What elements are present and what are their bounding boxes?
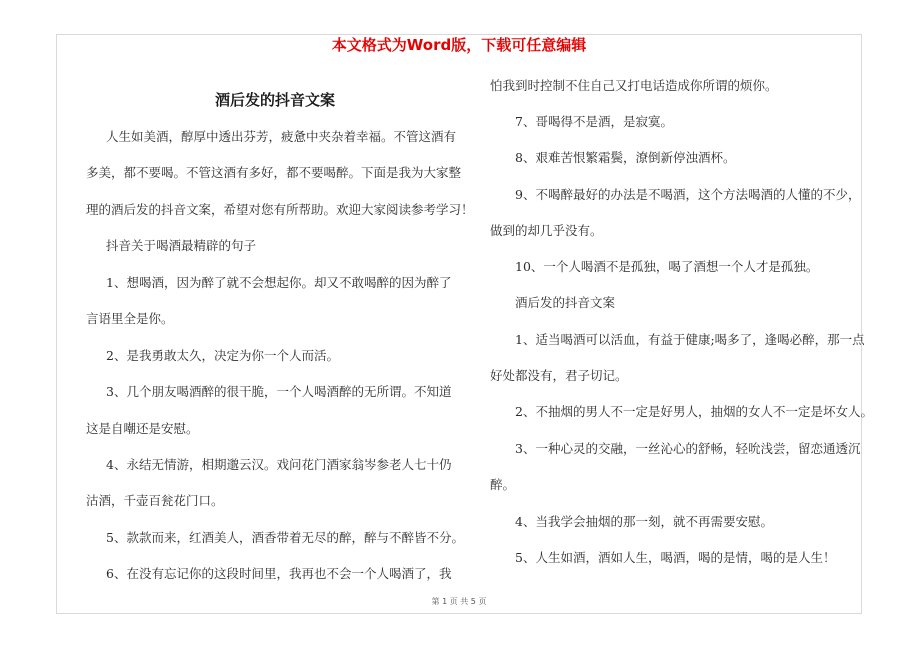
list-item-line: 沽酒，千壶百瓮花门口。	[86, 493, 224, 508]
format-banner: 本文格式为Word版，下载可任意编辑	[331, 36, 587, 54]
list-item-line: 2、不抽烟的男人不一定是好男人，抽烟的女人不一定是坏女人。	[515, 404, 873, 419]
list-item-line: 4、当我学会抽烟的那一刻，就不再需要安慰。	[515, 514, 773, 529]
list-item-line: 10、一个人喝酒不是孤独，喝了酒想一个人才是孤独。	[515, 259, 819, 274]
list-item-line: 醉。	[490, 477, 516, 492]
list-item-line: 3、一种心灵的交融，一丝沁心的舒畅，轻吮浅尝，留恋通透沉	[515, 441, 861, 456]
page-number: 第 1 页 共 5 页	[431, 597, 487, 606]
list-item-line: 2、是我勇敢太久，决定为你一个人而活。	[106, 348, 339, 363]
list-item-line: 1、想喝酒，因为醉了就不会想起你。却又不敢喝醉的因为醉了	[106, 275, 452, 290]
list-item-line: 6、在没有忘记你的这段时间里，我再也不会一个人喝酒了，我	[106, 566, 452, 581]
list-item-line: 1、适当喝酒可以活血，有益于健康;喝多了，逢喝必醉，那一点	[515, 332, 865, 347]
list-item-line: 4、永结无情游，相期邈云汉。戏问花门酒家翁岑参老人七十仍	[106, 457, 452, 472]
document-title: 酒后发的抖音文案	[214, 91, 335, 109]
list-item-line: 8、艰难苦恨繁霜鬓，潦倒新停浊酒杯。	[515, 150, 736, 165]
list-item-line: 9、不喝醉最好的办法是不喝酒，这个方法喝酒的人懂的不少，	[515, 187, 861, 202]
list-item-line: 这是自嘲还是安慰。	[86, 421, 199, 436]
section-heading: 酒后发的抖音文案	[515, 295, 616, 310]
list-item-line: 做到的却几乎没有。	[490, 223, 603, 238]
intro-line-3: 理的酒后发的抖音文案，希望对您有所帮助。欢迎大家阅读参考学习！	[86, 202, 474, 217]
list-item-line: 5、人生如酒，酒如人生，喝酒，喝的是情，喝的是人生！	[515, 550, 836, 565]
intro-line-2: 多美，都不要喝。不管这酒有多好，都不要喝醉。下面是我为大家整	[86, 165, 462, 180]
list-item-line: 5、款款而来，红酒美人，酒香带着无尽的醉，醉与不醉皆不分。	[106, 530, 464, 545]
intro-line-1: 人生如美酒，醇厚中透出芬芳，疲惫中夹杂着幸福。不管这酒有	[106, 129, 457, 144]
list-item-line: 好处都没有，君子切记。	[490, 368, 628, 383]
list-item-line: 3、几个朋友喝酒醉的很干脆，一个人喝酒醉的无所谓。不知道	[106, 384, 452, 399]
list-item-line: 7、哥喝得不是酒，是寂寞。	[515, 114, 673, 129]
list-item-line: 言语里全是你。	[86, 311, 174, 326]
section-heading: 抖音关于喝酒最精辟的句子	[106, 238, 257, 253]
list-item-line: 怕我到时控制不住自己又打电话造成你所谓的烦你。	[490, 78, 778, 93]
